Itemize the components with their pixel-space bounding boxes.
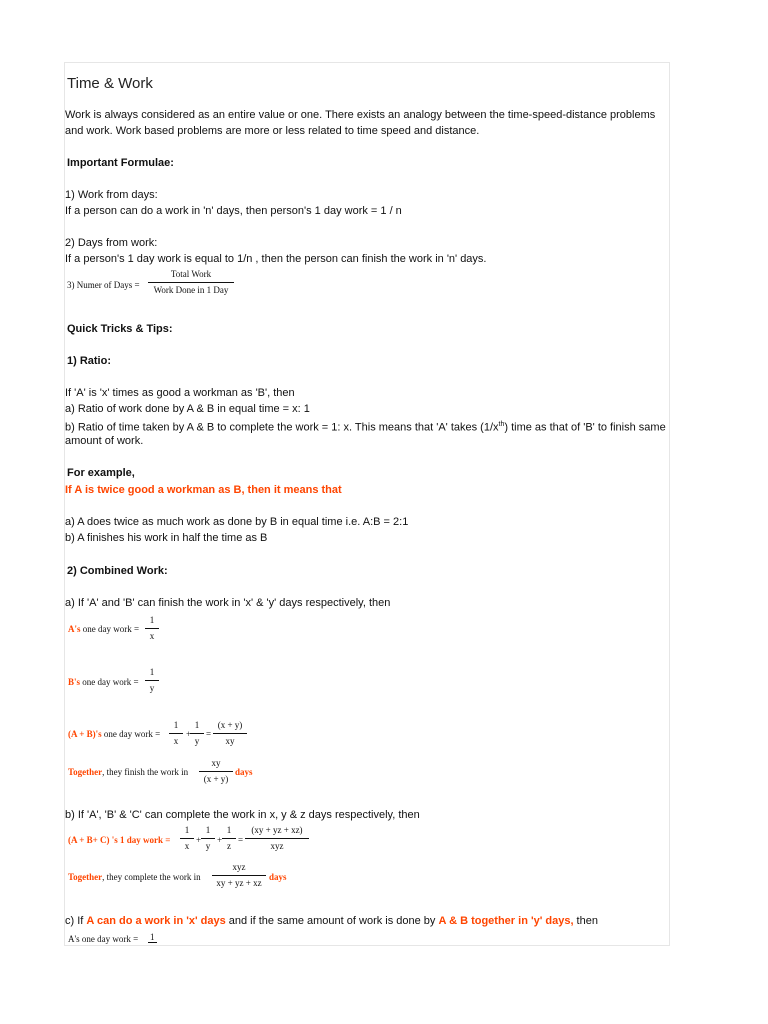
ratio-line-4: amount of work.: [65, 435, 144, 447]
ratio-line-1: If 'A' is 'x' times as good a workman as 'B', then: [65, 387, 295, 399]
fraction-denominator: y: [205, 841, 211, 851]
fraction-numerator: 1: [149, 667, 155, 677]
fraction-numerator: 1: [205, 825, 211, 835]
fraction-denominator: (x + y): [203, 774, 229, 784]
combined-c-prefix: c) If: [65, 915, 87, 927]
finish-text: , they finish the work in: [102, 767, 189, 777]
fraction-numerator: xyz: [232, 862, 246, 872]
fraction-numerator: (x + y): [217, 720, 243, 730]
one-day-work-text: one day work =: [103, 729, 161, 739]
abc-one-day-work-label: (A + B+ C) 's 1 day work =: [68, 835, 171, 845]
ratio-heading: 1) Ratio:: [67, 355, 111, 367]
formula-1-text: If a person can do a work in 'n' days, then person's 1 day work = 1 / n: [65, 205, 402, 217]
fraction-denominator: y: [149, 683, 155, 693]
fraction-denominator: x: [149, 631, 155, 641]
example-b: b) A finishes his work in half the time as B: [65, 532, 268, 544]
b-fraction: [145, 667, 159, 694]
page-title: Time & Work: [67, 75, 153, 92]
combined-c-suffix: then: [573, 915, 598, 927]
together-ab-text: [68, 767, 188, 777]
fraction-numerator: xy: [211, 758, 221, 768]
complete-text: , they complete the work in: [102, 872, 201, 882]
fraction-numerator: 1: [184, 825, 190, 835]
fraction-denominator: x: [184, 841, 190, 851]
example-a: a) A does twice as much work as done by B in equal time i.e. A:B = 2:1: [65, 516, 409, 528]
abc-fraction-y: [201, 825, 215, 852]
formula-1-heading: 1) Work from days:: [65, 189, 158, 201]
last-fraction-numerator: 1: [150, 932, 155, 942]
abc-fraction-sum: [245, 825, 309, 852]
document-page: [64, 62, 670, 946]
ab-fraction-sum: [213, 720, 247, 747]
fraction-denominator: xy + yz + xz: [216, 878, 262, 888]
fraction-numerator: Total Work: [170, 269, 212, 279]
together-label: Together: [68, 767, 103, 777]
fraction-denominator: xy: [225, 736, 235, 746]
formula-2-heading: 2) Days from work:: [65, 237, 158, 249]
plus-sign: +: [196, 835, 202, 845]
ratio-superscript: th: [498, 421, 505, 428]
fraction-denominator: Work Done in 1 Day: [153, 285, 229, 295]
days-label: days: [269, 872, 287, 882]
ratio-line-3-start: b) Ratio of time taken by A & B to complete the work = 1: x. This means that 'A' takes (1/x: [65, 421, 499, 434]
fraction-numerator: 1: [149, 615, 155, 625]
ab-fraction-y: [190, 720, 204, 747]
combined-c-highlight-2: A & B together in 'y' days,: [438, 915, 574, 927]
example-highlight: If A is twice good a workman as B, then it means that: [65, 484, 342, 496]
fraction-denominator: xyz: [270, 841, 284, 851]
fraction-denominator: x: [173, 736, 179, 746]
b-one-day-work-label: [68, 677, 139, 687]
plus-sign: +: [186, 729, 192, 739]
important-formulae-heading: Important Formulae:: [67, 157, 174, 169]
equals-sign: =: [206, 729, 212, 739]
combined-c-middle: and if the same amount of work is done by: [225, 915, 439, 927]
a-one-day-work-label: [68, 624, 139, 634]
fraction-numerator: 1: [173, 720, 179, 730]
days-label: days: [235, 767, 253, 777]
formula-3-label: 3) Numer of Days =: [67, 280, 140, 290]
fraction-denominator: y: [194, 736, 200, 746]
together-label: Together: [68, 872, 103, 882]
one-day-work-text: one day work =: [82, 624, 140, 634]
together-abc-text: [68, 872, 201, 882]
abc-fraction-z: [222, 825, 236, 852]
example-heading: For example,: [67, 467, 135, 479]
plus-sign: +: [217, 835, 223, 845]
fraction-numerator: 1: [226, 825, 232, 835]
ab-label: (A + B)'s: [68, 729, 102, 739]
combined-c-highlight-1: A can do a work in 'x' days: [86, 915, 226, 927]
fraction-numerator: (xy + yz + xz): [251, 825, 303, 835]
last-one-day-work-label: A's one day work =: [68, 934, 139, 944]
a-fraction: [145, 615, 159, 642]
abc-fraction-x: [180, 825, 194, 852]
b-label: B's: [68, 677, 81, 687]
ratio-line-3: [65, 418, 666, 435]
formula-2-text: If a person's 1 day work is equal to 1/n , then the person can finish the work in 'n' days.: [65, 253, 487, 265]
together-abc-fraction: [212, 862, 266, 889]
a-label: A's: [68, 624, 81, 634]
fraction-denominator: z: [227, 841, 231, 851]
intro-line-2: and work. Work based problems are more or less related to time speed and distance.: [65, 125, 480, 137]
combined-b-text: b) If 'A', 'B' & 'C' can complete the work in x, y & z days respectively, then: [65, 809, 420, 821]
intro-line-1: Work is always considered as an entire value or one. There exists an analogy between the time-speed-distance problems: [65, 109, 656, 121]
combined-work-heading: 2) Combined Work:: [67, 565, 168, 577]
ratio-line-2: a) Ratio of work done by A & B in equal time = x: 1: [65, 403, 310, 415]
equals-sign: =: [238, 835, 244, 845]
ratio-line-3-end: ) time as that of 'B' to finish same: [504, 421, 666, 434]
combined-a-text: a) If 'A' and 'B' can finish the work in 'x' & 'y' days respectively, then: [65, 597, 391, 609]
combined-c-text: [65, 914, 598, 928]
quick-tricks-heading: Quick Tricks & Tips:: [67, 323, 173, 335]
formula-3-fraction: [148, 269, 234, 296]
fraction-numerator: 1: [194, 720, 200, 730]
ab-fraction-x: [169, 720, 183, 747]
ab-one-day-work-label: [68, 729, 160, 739]
together-ab-fraction: [199, 758, 233, 785]
one-day-work-text: one day work =: [82, 677, 139, 687]
